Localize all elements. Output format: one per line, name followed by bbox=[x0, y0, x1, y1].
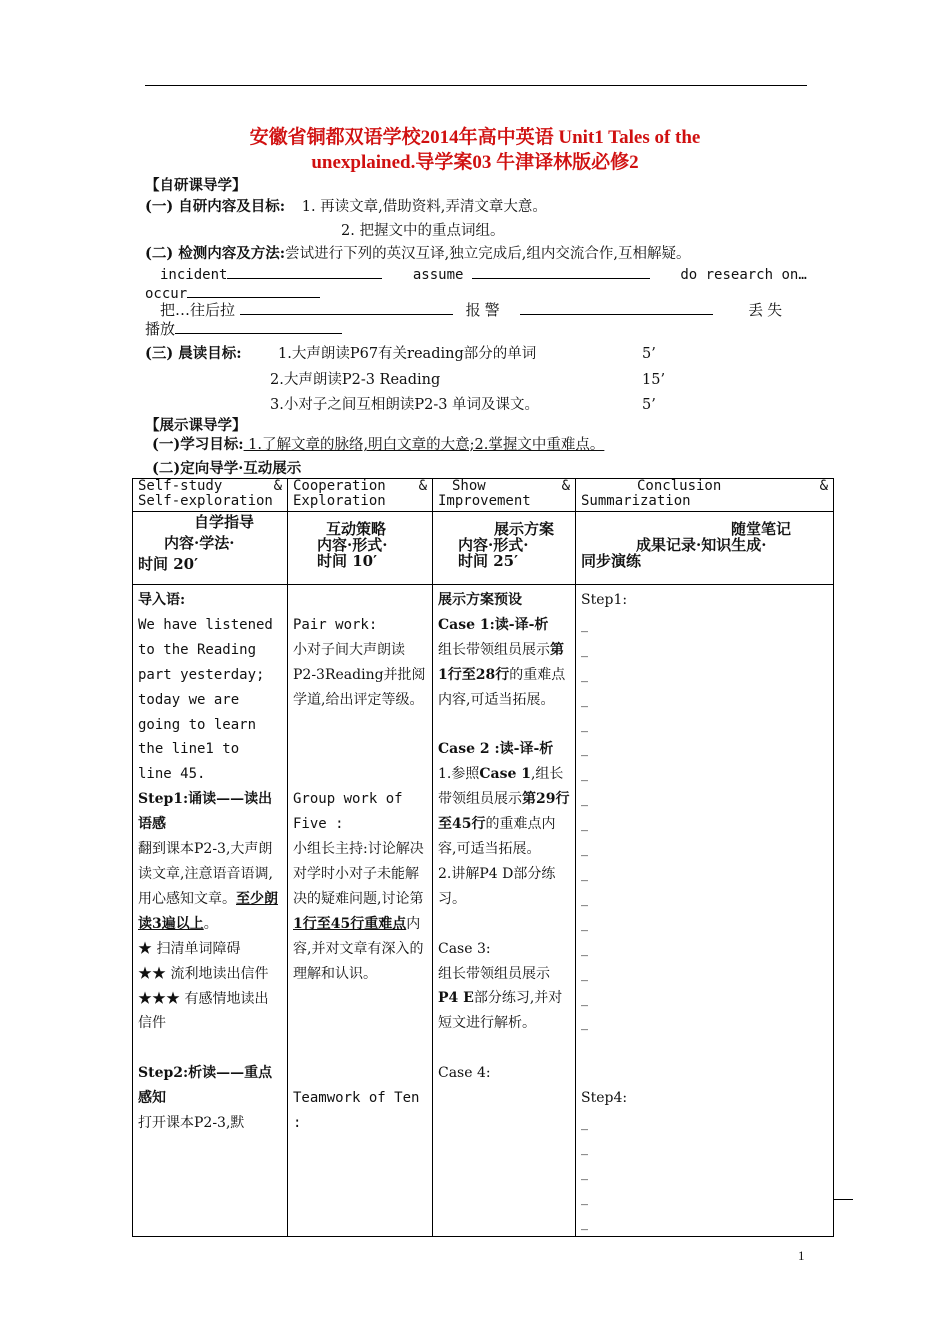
header-cn-2 bbox=[288, 512, 433, 585]
step2-text: 打开课本P2-3,默 bbox=[138, 1115, 245, 1132]
star-level-3: ★★★ 有感情地读出信件 bbox=[138, 990, 269, 1032]
header-cooperation bbox=[288, 479, 433, 512]
header-conclusion bbox=[576, 479, 834, 512]
header-cn-text: 内容·学法· bbox=[164, 534, 235, 552]
note-dash: _ bbox=[581, 741, 588, 758]
notes-step4: Step4: bbox=[581, 1090, 628, 1107]
goal-section bbox=[145, 197, 825, 217]
header-text: Show bbox=[452, 478, 486, 494]
self-study-cell bbox=[133, 585, 288, 1237]
section1-heading: 【自研课导学】 bbox=[145, 177, 247, 194]
header-cn-1 bbox=[133, 512, 288, 585]
case2-title: Case 2 :读-译-析 bbox=[438, 741, 554, 758]
step2-title: Step2:析读——重点感知 bbox=[138, 1065, 273, 1107]
header-cn-text: 内容·形式· bbox=[317, 536, 388, 554]
answer-blank[interactable] bbox=[520, 300, 713, 315]
guide-table bbox=[132, 478, 834, 1237]
case3-ref: P4 E bbox=[438, 990, 474, 1007]
intro-line: line 45. bbox=[138, 766, 206, 783]
case1-title: Case 1:读-译-析 bbox=[438, 616, 549, 633]
plan-title: 展示方案预设 bbox=[438, 592, 522, 608]
case2-text-2: ,组长带领组员展示 bbox=[438, 766, 564, 808]
header-amp: & bbox=[819, 478, 828, 494]
header-cn-text: 时间 25′ bbox=[458, 552, 519, 570]
vocab-incident: incident bbox=[160, 267, 228, 283]
check-text: 尝试进行下列的英汉互译,独立完成后,组内交流合作,互相解疑。 bbox=[285, 246, 691, 262]
header-cn-text: 自学指导 bbox=[194, 513, 255, 531]
step1-title: Step1:诵读——读出语感 bbox=[138, 791, 273, 833]
header-text: Conclusion bbox=[637, 478, 722, 494]
note-dash: _ bbox=[581, 1015, 588, 1032]
answer-blank[interactable] bbox=[472, 264, 650, 279]
header-cn-text: 展示方案 bbox=[494, 520, 555, 538]
vocab-pullback: 把…往后拉 bbox=[160, 301, 236, 319]
header-text: Self-study bbox=[138, 478, 223, 494]
header-text: Summarization bbox=[581, 493, 691, 509]
case3-text bbox=[438, 962, 570, 1037]
note-dash: _ bbox=[581, 1214, 588, 1231]
vocab-research: do research on… bbox=[680, 267, 807, 283]
case4-title: Case 4: bbox=[438, 1065, 491, 1082]
case1-text-1: 组长带领组员展示 bbox=[438, 641, 550, 658]
note-lines bbox=[581, 613, 828, 1036]
star-level-2: ★★ 流利地读出信件 bbox=[138, 965, 269, 982]
note-dash: _ bbox=[581, 616, 588, 633]
note-dash: _ bbox=[581, 666, 588, 683]
morning-item2: 2.大声朗读P2-3 Reading bbox=[270, 372, 441, 388]
step1-end: 。 bbox=[203, 915, 218, 932]
answer-blank[interactable] bbox=[187, 283, 320, 298]
answer-blank[interactable] bbox=[175, 319, 342, 334]
header-amp: & bbox=[561, 478, 570, 494]
header-cn-text: 互动策略 bbox=[326, 520, 387, 538]
header-text: Exploration bbox=[293, 493, 386, 509]
team-work-label: Teamwork of Ten : bbox=[293, 1090, 420, 1131]
header-cn-text: 时间 10′ bbox=[317, 552, 378, 570]
note-dash: _ bbox=[581, 841, 588, 858]
morning-time1: 5’ bbox=[642, 346, 656, 362]
vocab-row3 bbox=[160, 300, 820, 320]
vocab-alarm: 报警 bbox=[465, 301, 504, 319]
note-dash: _ bbox=[581, 990, 588, 1007]
note-dash: _ bbox=[581, 965, 588, 982]
case2-text-1: 1.参照 bbox=[438, 766, 480, 783]
note-dash: _ bbox=[581, 890, 588, 907]
header-cn-4 bbox=[576, 512, 834, 585]
note-dash: _ bbox=[581, 816, 588, 833]
morning-time2: 15’ bbox=[642, 372, 666, 388]
section2-heading: 【展示课导学】 bbox=[145, 417, 247, 434]
step1-body: 翻到课本P2-3,大声朗读文章,注意语音语调,用心感知文章。 bbox=[138, 841, 273, 907]
case3-text-2: 部分练习,并对短文进行解析。 bbox=[438, 990, 563, 1032]
header-text: Cooperation bbox=[293, 478, 386, 494]
note-dash: _ bbox=[581, 1164, 588, 1181]
note-dash: _ bbox=[581, 915, 588, 932]
header-cn-text: 内容·形式· bbox=[458, 536, 529, 554]
goal-label: (一) 自研内容及目标: bbox=[145, 198, 286, 215]
note-dash: _ bbox=[581, 1189, 588, 1206]
case2-text bbox=[438, 762, 570, 862]
vocab-lose: 丢失 bbox=[748, 301, 787, 319]
intro-text bbox=[138, 613, 282, 787]
morning-item3: 3.小对子之间互相朗读P2-3 单词及课文。 bbox=[270, 397, 540, 413]
vocab-assume: assume bbox=[412, 267, 464, 283]
answer-blank[interactable] bbox=[240, 300, 453, 315]
intro-line: going to learn bbox=[138, 716, 257, 733]
note-dash: _ bbox=[581, 716, 588, 733]
top-rule bbox=[145, 85, 807, 86]
morning-time3: 5’ bbox=[642, 397, 656, 413]
intro-label: 导入语: bbox=[138, 592, 186, 608]
title-line2: unexplained.导学案03 牛津译林版必修2 bbox=[311, 152, 639, 173]
learning-goal bbox=[152, 435, 604, 455]
step1-emphasis: 至少朗读3遍以上 bbox=[138, 890, 278, 932]
note-dash: _ bbox=[581, 766, 588, 783]
vocab-play: 播放 bbox=[145, 320, 176, 338]
header-cn-text: 同步演练 bbox=[581, 552, 642, 570]
case1-text bbox=[438, 638, 570, 713]
header-show bbox=[433, 479, 576, 512]
case2-lines: 第29行至45行 bbox=[438, 791, 570, 833]
note-dash: _ bbox=[581, 641, 588, 658]
notes-step1: Step1: bbox=[581, 592, 628, 608]
header-amp: & bbox=[418, 478, 427, 494]
cooperation-cell bbox=[288, 585, 433, 1237]
pair-work-text: 小对子间大声朗读P2-3Reading并批阅学道,给出评定等级。 bbox=[293, 641, 426, 708]
vocab-row1 bbox=[160, 264, 820, 285]
note-dash: _ bbox=[581, 1139, 588, 1156]
goal-item1: 1. 再读文章,借助资料,弄清文章大意。 bbox=[301, 199, 547, 215]
intro-line: the line1 to bbox=[138, 741, 240, 758]
learning-goal-label: (一)学习目标: bbox=[152, 436, 244, 453]
table-body-row bbox=[133, 585, 834, 1237]
group-work-label: Group work of Five : bbox=[293, 791, 403, 833]
goal-item2: 2. 把握文中的重点词组。 bbox=[341, 223, 505, 239]
table-bottom-extension bbox=[833, 1199, 853, 1200]
star-level-1: ★ 扫清单词障碍 bbox=[138, 940, 241, 957]
title-line1: 安徽省铜都双语学校2014年高中英语 Unit1 Tales of the bbox=[249, 127, 701, 148]
vocab-occur: occur bbox=[145, 286, 188, 302]
document-title bbox=[150, 125, 800, 175]
notes-cell bbox=[576, 585, 834, 1237]
case1-text-2: 的重难点内容,可适当拓展。 bbox=[438, 666, 566, 708]
case3-title: Case 3: bbox=[438, 940, 491, 957]
intro-line: today we are bbox=[138, 691, 240, 708]
group-emphasis: 1行至45行重难点 bbox=[293, 915, 407, 932]
header-cn-text: 随堂笔记 bbox=[731, 520, 792, 538]
answer-blank[interactable] bbox=[227, 264, 382, 279]
check-section bbox=[145, 244, 825, 264]
morning-item1: 1.大声朗读P67有关reading部分的单词 bbox=[278, 346, 537, 362]
check-label: (二) 检测内容及方法: bbox=[145, 245, 286, 262]
table-header-cn bbox=[133, 512, 834, 585]
note-dash: _ bbox=[581, 1115, 588, 1131]
learning-goal-text: 1.了解文章的脉络,明白文章的大意;2.掌握文中重难点。 bbox=[243, 437, 605, 453]
header-cn-text: 时间 20′ bbox=[138, 555, 199, 573]
step1-text bbox=[138, 837, 282, 937]
group-text-1: 小组长主持:讨论解决对学时小对子未能解决的疑难问题,讨论第 bbox=[293, 841, 424, 907]
pair-work-label: Pair work: bbox=[293, 616, 378, 633]
guide-heading: (二)定向导学·互动展示 bbox=[152, 460, 302, 477]
header-text: Self-exploration bbox=[138, 493, 273, 509]
table-header-en bbox=[133, 479, 834, 512]
page-number: 1 bbox=[798, 1248, 805, 1263]
case2-item2: 2.讲解P4 D部分练习。 bbox=[438, 865, 556, 907]
case3-text-1: 组长带领组员展示 bbox=[438, 965, 550, 982]
note-dash: _ bbox=[581, 940, 588, 957]
vocab-row4 bbox=[145, 319, 342, 339]
header-cn-3 bbox=[433, 512, 576, 585]
show-cell bbox=[433, 585, 576, 1237]
morning-label bbox=[145, 344, 242, 364]
header-cn-text: 成果记录·知识生成· bbox=[636, 536, 767, 554]
group-work-text bbox=[293, 837, 427, 986]
intro-line: We have listened bbox=[138, 616, 273, 633]
note-dash: _ bbox=[581, 865, 588, 882]
case2-text-3: 的重难点内容,可适当拓展。 bbox=[438, 816, 556, 858]
note-lines bbox=[581, 1111, 828, 1236]
morning-label-text: (三) 晨读目标: bbox=[145, 345, 242, 362]
note-dash: _ bbox=[581, 691, 588, 708]
intro-line: part yesterday; bbox=[138, 666, 265, 683]
group-text-2: 内容,并对文章有深入的理解和认识。 bbox=[293, 915, 424, 982]
intro-line: to the Reading bbox=[138, 641, 257, 658]
note-dash: _ bbox=[581, 791, 588, 808]
case2-ref: Case 1 bbox=[479, 766, 531, 783]
case1-lines: 第1行至28行 bbox=[438, 641, 564, 683]
header-text: Improvement bbox=[438, 493, 531, 509]
header-self-study bbox=[133, 479, 288, 512]
header-amp: & bbox=[273, 478, 282, 494]
